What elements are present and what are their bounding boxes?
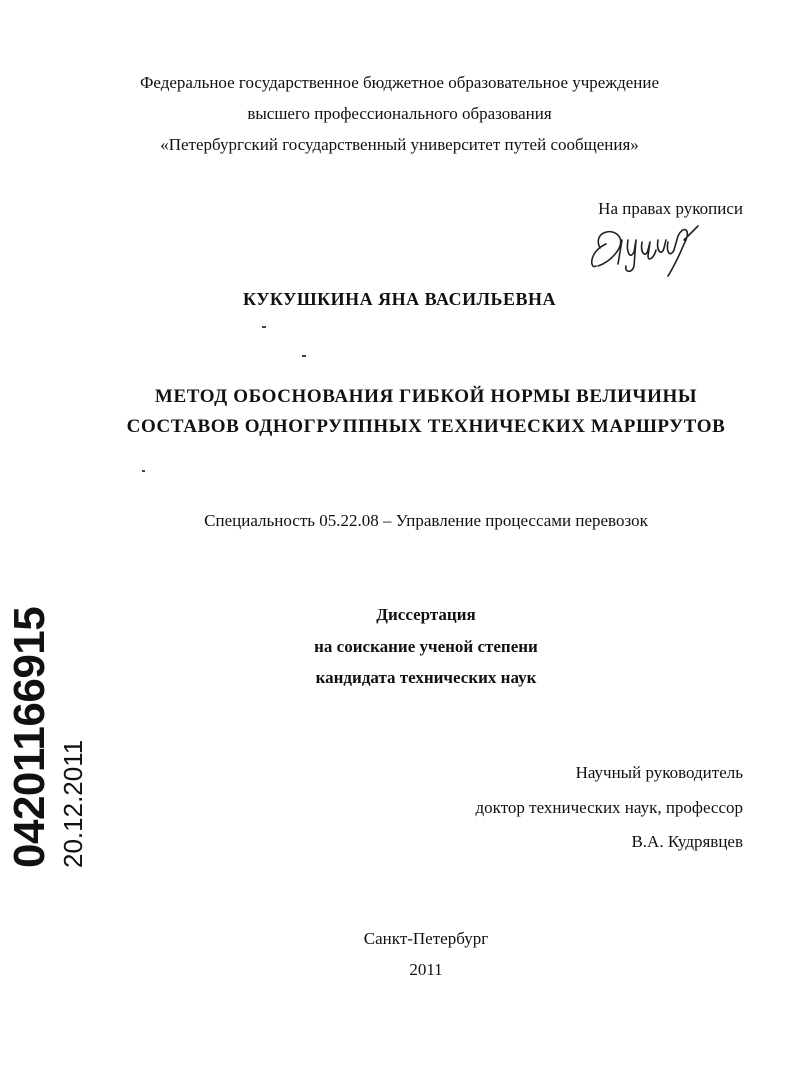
degree-line-2: на соискание ученой степени [314,637,538,656]
degree-line-3: кандидата технических наук [315,668,537,687]
stamp-date: 20.12.2011 [58,739,88,868]
supervisor-rank: доктор технических наук, профессор [475,798,743,817]
dissertation-title-line-2: СОСТАВОВ ОДНОГРУППНЫХ ТЕХНИЧЕСКИХ МАРШРУТОВ [126,416,726,437]
scan-speck [262,326,266,328]
institution-line-1: Федеральное государственное бюджетное образовательное учреждение [139,73,660,92]
scan-speck [142,470,145,472]
dissertation-title-line-1: МЕТОД ОБОСНОВАНИЯ ГИБКОЙ НОРМЫ ВЕЛИЧИНЫ [154,386,698,407]
supervisor-name: В.А. Кудрявцев [631,832,743,851]
degree-line-1: Диссертация [376,605,476,624]
author-name: КУКУШКИНА ЯНА ВАСИЛЬЕВНА [243,289,556,309]
city: Санкт-Петербург [363,929,489,948]
author-signature [588,222,718,278]
year: 2011 [409,960,443,979]
manuscript-note: На правах рукописи [598,199,743,218]
institution-line-3: «Петербургский государственный университет путей сообщения» [160,135,639,154]
supervisor-label: Научный руководитель [575,763,743,782]
stamp-number: 04201166915 [5,606,54,868]
institution-line-2: высшего профессионального образования [247,104,552,123]
specialty: Специальность 05.22.08 – Управление процессами перевозок [204,511,648,530]
scan-speck [302,355,306,357]
library-stamp [5,606,102,868]
